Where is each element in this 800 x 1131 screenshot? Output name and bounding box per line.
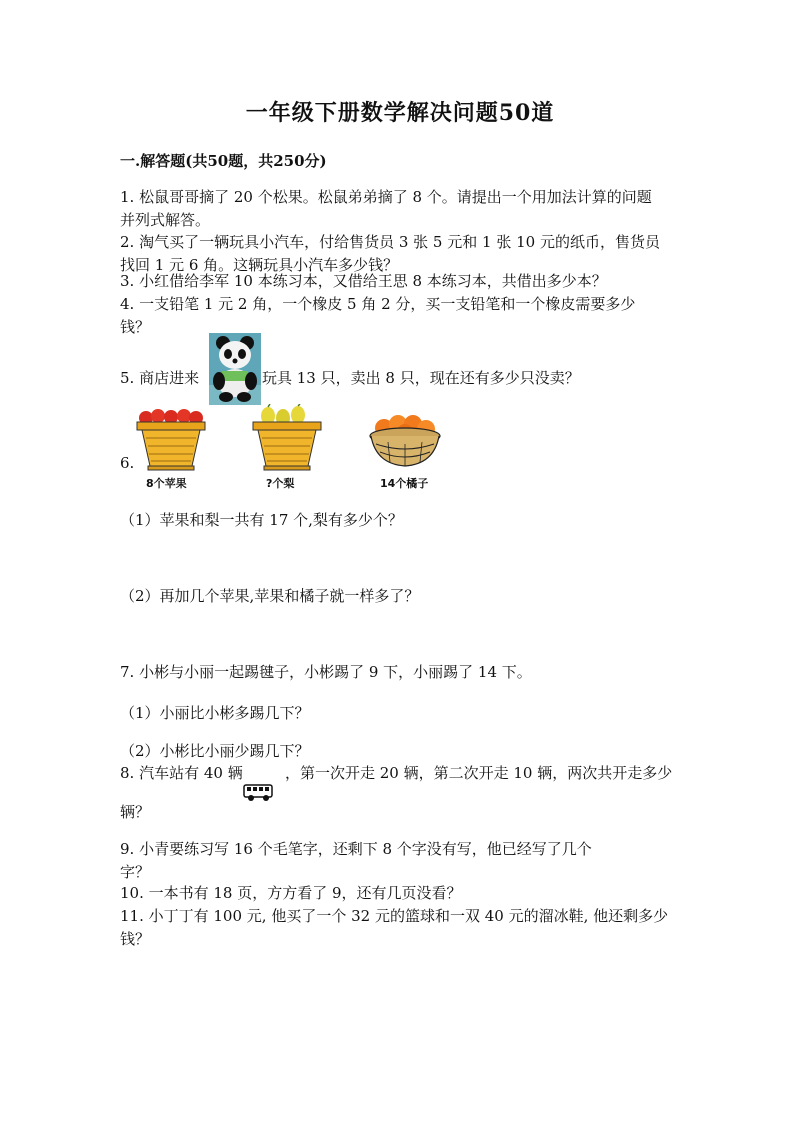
question-7-stem: 7. 小彬与小丽一起踢毽子，小彬踢了 9 下，小丽踢了 14 下。 — [120, 663, 532, 681]
question-6-number: 6. — [120, 454, 135, 472]
question-1-line1: 1. 松鼠哥哥摘了 20 个松果。松鼠弟弟摘了 8 个。请提出一个用加法计算的问题 — [120, 188, 652, 206]
question-11-line2: 钱？ — [120, 930, 151, 948]
question-9-line2: 字？ — [120, 863, 151, 881]
question-8-line2: 辆？ — [120, 803, 151, 821]
section-heading: 一.解答题(共50题，共250分) — [120, 152, 327, 170]
question-5-text-after: 玩具 13 只，卖出 8 只，现在还有多少只没卖？ — [262, 369, 580, 387]
question-4-line2: 钱？ — [120, 318, 151, 336]
question-4-line1: 4. 一支铅笔 1 元 2 角，一个橡皮 5 角 2 分，买一支铅笔和一个橡皮需要多少 — [120, 295, 636, 313]
orange-basket-image — [368, 412, 442, 470]
question-9-line1: 9. 小青要练习写 16 个毛笔字，还剩下 8 个字没有写，他已经写了几个 — [120, 840, 592, 858]
bus-icon — [242, 782, 274, 802]
panda-toy-image — [209, 333, 261, 405]
question-11 — [120, 905, 700, 951]
apple-count-label: 8个苹果 — [146, 477, 187, 490]
question-4 — [120, 293, 700, 339]
orange-count-label: 14个橘子 — [380, 477, 429, 490]
pear-count-label: ?个梨 — [266, 477, 295, 490]
question-7-sub1: （1）小丽比小彬多踢几下？ — [120, 704, 310, 722]
question-7-sub2: （2）小彬比小丽少踢几下？ — [120, 742, 310, 760]
question-2-line2: 找回 1 元 6 角。这辆玩具小汽车多少钱？ — [120, 256, 399, 274]
question-11-line1: 11. 小丁丁有 100 元, 他买了一个 32 元的篮球和一双 40 元的溜冰鞋, 他还剩多少 — [120, 907, 669, 925]
question-5-text-before: 5. 商店进来 — [120, 369, 200, 387]
question-8-text-after: ，第一次开走 20 辆，第二次开走 10 辆，两次共开走多少 — [285, 764, 673, 782]
question-8-text-before: 8. 汽车站有 40 辆 — [120, 764, 243, 782]
apple-basket-image — [134, 406, 208, 472]
question-2-line1: 2. 淘气买了一辆玩具小汽车，付给售货员 3 张 5 元和 1 张 10 元的纸币，售货员 — [120, 233, 660, 251]
question-6-sub2: （2）再加几个苹果,苹果和橘子就一样多了？ — [120, 587, 420, 605]
pear-basket-image — [250, 404, 324, 472]
question-1 — [120, 186, 700, 232]
question-3: 3. 小红借给李军 10 本练习本，又借给王思 8 本练习本，共借出多少本？ — [120, 272, 607, 290]
page-title: 一年级下册数学解决问题50道 — [245, 100, 555, 126]
question-6-sub1: （1）苹果和梨一共有 17 个,梨有多少个？ — [120, 511, 403, 529]
question-9 — [120, 838, 700, 884]
question-10: 10. 一本书有 18 页，方方看了 9，还有几页没看？ — [120, 884, 462, 902]
question-1-line2: 并列式解答。 — [120, 211, 211, 229]
